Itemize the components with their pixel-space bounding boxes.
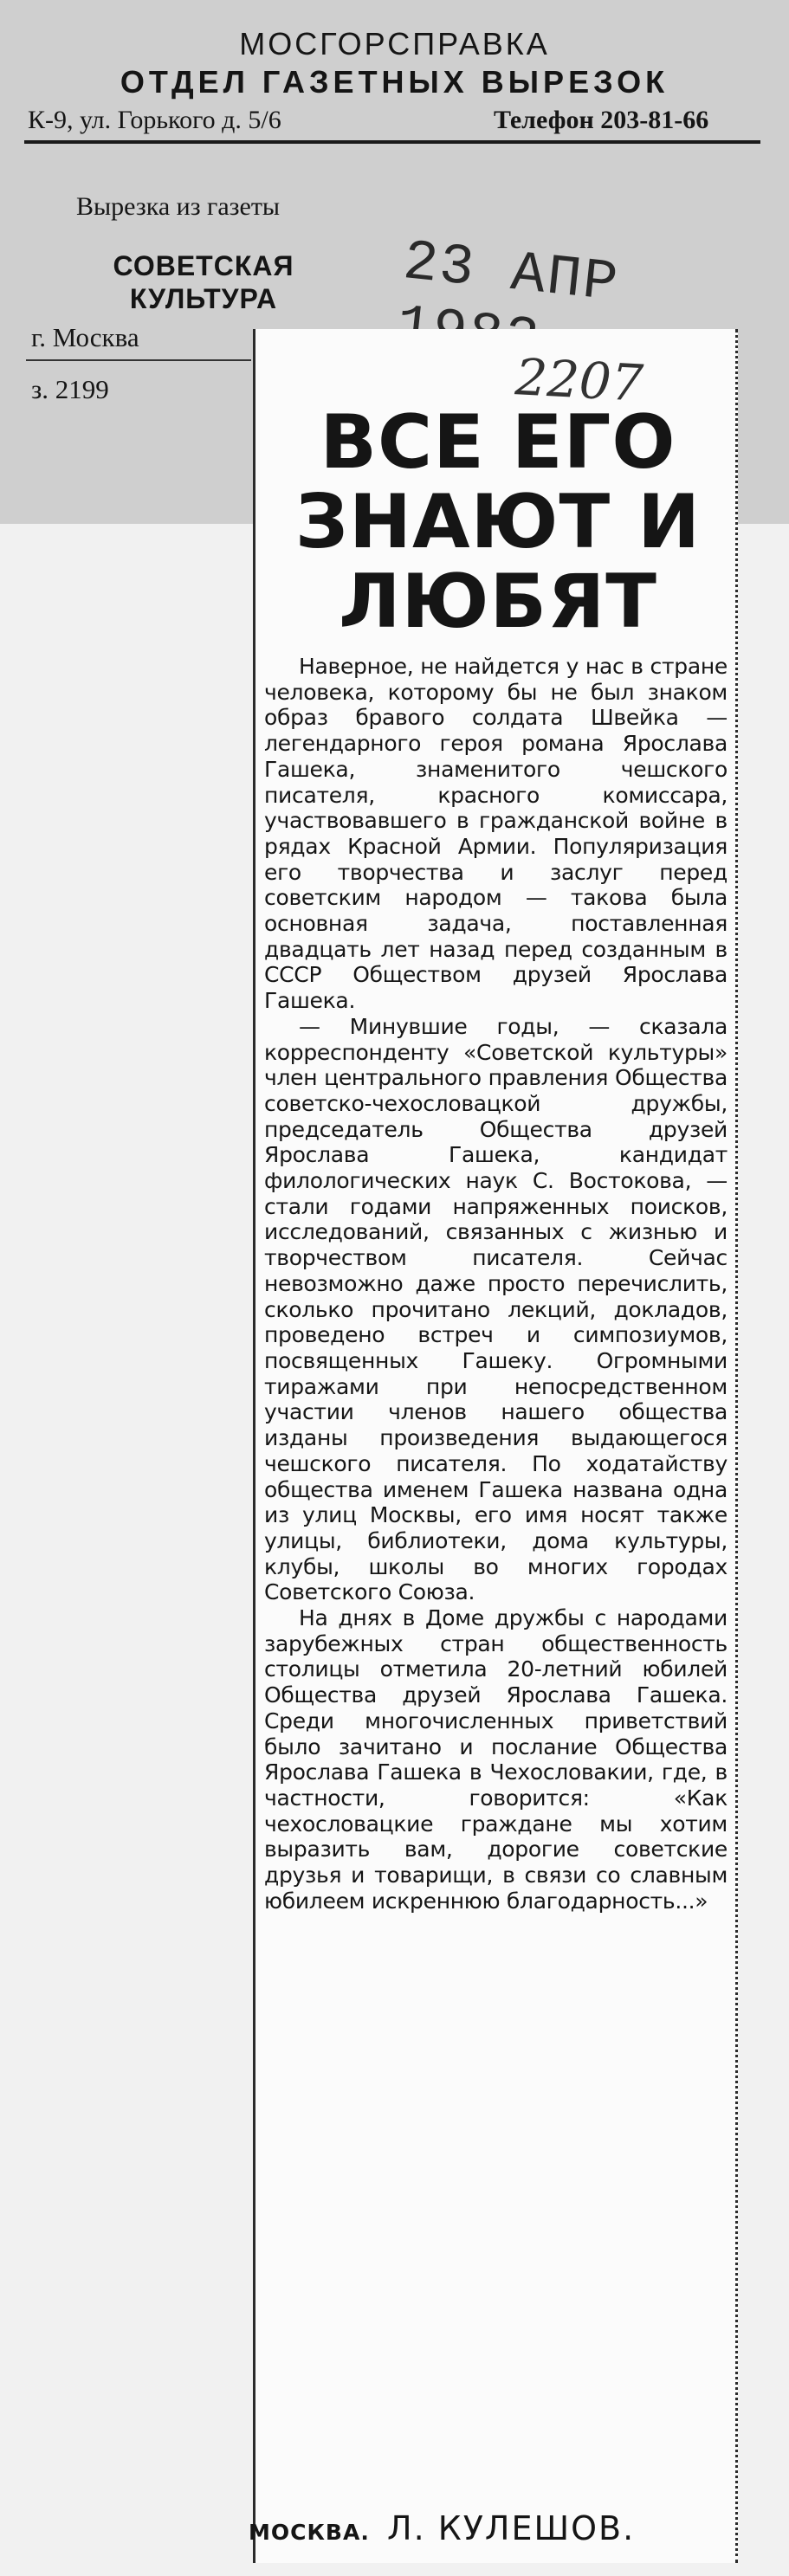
agency-address: К-9, ул. Горького д. 5/6 bbox=[28, 106, 281, 134]
newspaper-clipping bbox=[249, 329, 738, 2563]
article-paragraph: — Минувшие годы, — сказала корреспонденту «Советской культуры» член центрального правления Общества советско-чехословацкой дружбы, председатель Общества друзей Ярослава Гашека, кандидат филологических наук С. Востокова, — стали годами напряженных поисков, исследований, связанных с жизнью и творчеством писателя. Сейчас невозможно даже просто перечислить, сколько прочитано лекций, докладов, проведено встреч и симпозиумов, посвященных Гашеку. Огромными тиражами при непосредственном участии членов нашего общества изданы произведения выдающегося чешского писателя. По ходатайству общества именем Гашека названа одна из улиц Москвы, его имя носят также улицы, библиотеки, дома культуры, клубы, школы во многих городах Советского Союза. bbox=[264, 1013, 728, 1605]
agency-phone: Телефон 203-81-66 bbox=[494, 106, 709, 134]
article-paragraph: На днях в Доме дружбы с народами зарубежных стран общественность столицы отметила 20-летний юбилей Общества друзей Ярослава Гашека. Среди многочисленных приветствий было зачитано и послание Общества Ярослава Гашека в Чехословакии, где, в частности, говорится: «Как чехословацкие граждане мы хотим выразить вам, дорогие советские друзья и товарищи, в связи со славным юбилеем искреннюю благодарность...» bbox=[264, 1605, 728, 1914]
city-divider bbox=[26, 359, 251, 361]
article-title: ВСЕ ЕГО ЗНАЮТ И ЛЮБЯТ bbox=[294, 399, 702, 645]
article-dateline: МОСКВА. bbox=[249, 2520, 370, 2545]
article-body bbox=[264, 654, 728, 1914]
agency-name: МОСГОРСПРАВКА bbox=[239, 26, 550, 61]
article-author: Л. КУЛЕШОВ. bbox=[387, 2509, 636, 2547]
department-name: ОТДЕЛ ГАЗЕТНЫХ ВЫРЕЗОК bbox=[120, 64, 669, 100]
date-stamp: 23 АПР bbox=[400, 229, 623, 317]
article-paragraph: Наверное, не найдется у нас в стране человека, которому бы не был знаком образ бравого солдата Швейка — легендарного героя романа Ярослава Гашека, знаменитого чешского писателя, красного комиссара, участвовавшего в гражданской войне в рядах Красной Армии. Популяризация его творчества и заслуг перед советским народом — такова была основная задача, поставленная двадцать лет назад перед созданным в СССР Обществом друзей Ярослава Гашека. bbox=[264, 654, 728, 1014]
newspaper-name: СОВЕТСКАЯ КУЛЬТУРА bbox=[113, 250, 294, 314]
newspaper-city: г. Москва bbox=[31, 322, 139, 352]
clipping-label: Вырезка из газеты bbox=[76, 192, 281, 221]
handwritten-number: 2207 bbox=[514, 347, 645, 413]
header-divider bbox=[24, 140, 760, 144]
issue-number: з. 2199 bbox=[31, 374, 109, 404]
